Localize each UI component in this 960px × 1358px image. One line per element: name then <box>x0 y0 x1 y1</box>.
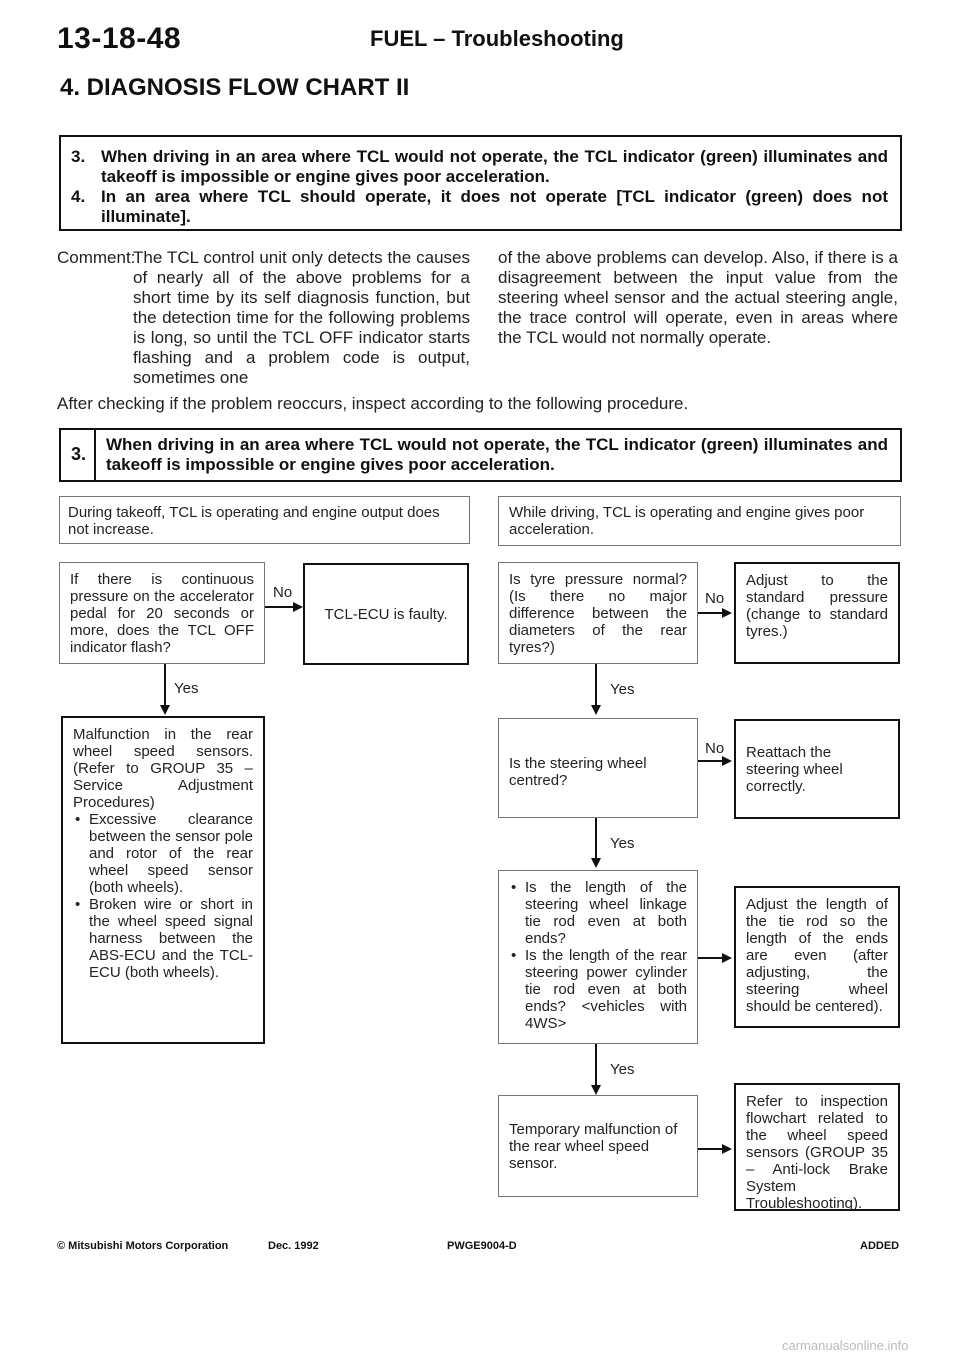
right-q4-result-arrow <box>722 1144 732 1154</box>
right-q2-no-arrow <box>722 756 732 766</box>
page-header-title: FUEL – Troubleshooting <box>370 26 624 51</box>
right-q1-no-result-box <box>734 562 900 664</box>
footer-copyright: © Mitsubishi Motors Corporation <box>57 1240 229 1252</box>
left-q1-yes-line <box>164 664 166 706</box>
comment-label: Comment: <box>57 248 136 267</box>
section-3-number: 3. <box>71 444 87 464</box>
section-3-box <box>59 428 902 482</box>
right-q3-yes-label: Yes <box>610 1061 635 1078</box>
section-3-divider <box>94 430 96 480</box>
left-result-bullet: • Excessive clearance between the sensor pole and rotor of the rear wheel speed sensor (both wheels). <box>73 811 253 896</box>
right-q1-no-line <box>698 612 724 614</box>
right-q2-box <box>498 718 698 818</box>
left-condition-box <box>59 496 470 544</box>
right-q3-result-arrow <box>722 953 732 963</box>
left-q1-box <box>59 562 265 664</box>
left-q1-yes-arrow <box>160 705 170 715</box>
left-q1-no-arrow <box>293 602 303 612</box>
left-condition-text: During takeoff, TCL is operating and engine output does not increase. <box>68 504 440 538</box>
right-q1-no-arrow <box>722 608 732 618</box>
footer-code: PWGE9004-D <box>447 1240 517 1252</box>
section-3-text: When driving in an area where TCL would not operate, the TCL indicator (green) illuminates and takeoff is impossible or engine gives poor acceleration. <box>106 435 888 474</box>
left-result-box <box>61 716 265 1044</box>
right-q2-no-result-text: Reattach the steering wheel correctly. <box>746 743 843 795</box>
right-q3-bullet: • Is the length of the rear steering power cylinder tie rod even at both ends? <vehicles with 4WS> <box>509 947 687 1032</box>
right-q4-box <box>498 1095 698 1197</box>
right-q3-result-box <box>734 886 900 1028</box>
right-q1-text: Is tyre pressure normal? (Is there no major difference between the diameters of the rear tyres?) <box>509 571 687 656</box>
left-result-bullet: • Broken wire or short in the wheel speed signal harness between the ABS-ECU and the TCL-ECU (both wheels). <box>73 896 253 981</box>
right-q4-text: Temporary malfunction of the rear wheel speed sensor. <box>509 1120 678 1172</box>
problem-list-box <box>59 135 902 231</box>
right-condition-text: While driving, TCL is operating and engine gives poor acceleration. <box>509 504 865 538</box>
right-condition-box <box>498 496 901 546</box>
problem-4-number: 4. <box>71 187 86 206</box>
right-q1-yes-arrow <box>591 705 601 715</box>
left-result-intro: Malfunction in the rear wheel speed sensors. (Refer to GROUP 35 – Service Adjustment Procedures) <box>73 726 253 811</box>
right-q3-result-line <box>698 957 724 959</box>
right-q2-text: Is the steering wheel centred? <box>509 755 647 789</box>
left-q1-no-label: No <box>273 584 293 601</box>
comment-left-text: The TCL control unit only detects the causes of nearly all of the above problems for a short time by its self diagnosis function, but the detection time for the following problems is long, so until the TCL OFF indicator starts flashing and a problem code is output, sometimes one <box>133 248 470 387</box>
left-q1-text: If there is continuous pressure on the accelerator pedal for 20 seconds or more, does the TCL OFF indicator flash? <box>70 571 254 656</box>
problem-4-text: In an area where TCL should operate, it does not operate [TCL indicator (green) does not illuminate]. <box>101 187 888 226</box>
right-q2-no-line <box>698 760 724 762</box>
after-checking-text: After checking if the problem reoccurs, inspect according to the following procedure. <box>57 394 689 413</box>
right-q3-bullet: • Is the length of the steering wheel linkage tie rod even at both ends? <box>509 879 687 947</box>
page-number: 13-18-48 <box>57 22 182 55</box>
problem-3-text: When driving in an area where TCL would not operate, the TCL indicator (green) illuminates and takeoff is impossible or engine gives poor acceleration. <box>101 147 888 186</box>
right-q3-result-text: Adjust the length of the tie rod so the length of the ends are even (after adjusting, the steering wheel should be centered). <box>746 896 888 1015</box>
right-q1-box <box>498 562 698 664</box>
right-q1-yes-label: Yes <box>610 681 635 698</box>
left-q1-no-result-text: TCL-ECU is faulty. <box>324 605 448 623</box>
right-q2-no-result-box <box>734 719 900 819</box>
right-q2-yes-line <box>595 818 597 860</box>
right-q1-no-label: No <box>705 590 725 607</box>
right-q4-result-box <box>734 1083 900 1211</box>
watermark: carmanualsonline.info <box>782 1338 909 1353</box>
section-title: 4. DIAGNOSIS FLOW CHART II <box>60 74 410 101</box>
right-q3-yes-line <box>595 1044 597 1086</box>
problem-3-number: 3. <box>71 147 86 166</box>
right-q2-yes-label: Yes <box>610 835 635 852</box>
left-q1-no-line <box>265 606 295 608</box>
right-q4-result-text: Refer to inspection flowchart related to the wheel speed sensors (GROUP 35 – Anti-lock Brake System Troubleshooting). <box>746 1093 888 1212</box>
left-q1-yes-label: Yes <box>174 680 199 697</box>
right-q1-no-result-text: Adjust to the standard pressure (change to standard tyres.) <box>746 572 888 640</box>
right-q3-yes-arrow <box>591 1085 601 1095</box>
footer-date: Dec. 1992 <box>268 1240 319 1252</box>
right-q2-no-label: No <box>705 740 725 757</box>
right-q3-box <box>498 870 698 1044</box>
comment-right-text: of the above problems can develop. Also, if there is a disagreement between the input value from the steering wheel sensor and the actual steering angle, the trace control will operate, even in areas where the TCL would not normally operate. <box>498 248 898 347</box>
right-q2-yes-arrow <box>591 858 601 868</box>
footer-status: ADDED <box>860 1240 900 1252</box>
right-q1-yes-line <box>595 664 597 706</box>
right-q4-result-line <box>698 1148 724 1150</box>
left-q1-no-result-box <box>303 563 469 665</box>
